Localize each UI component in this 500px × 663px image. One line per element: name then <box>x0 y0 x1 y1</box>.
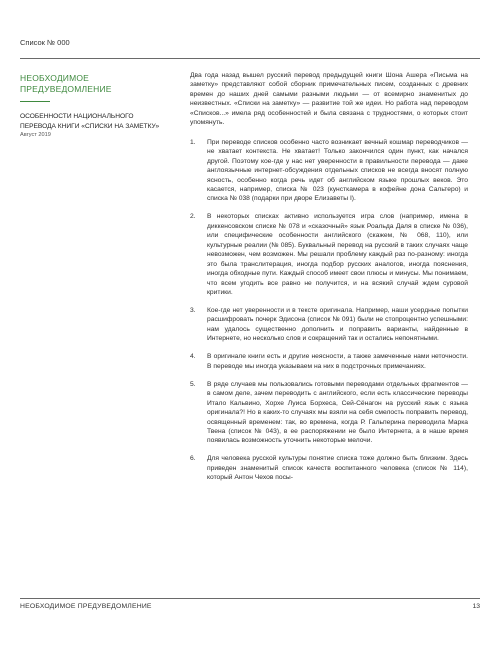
list-item <box>190 380 468 446</box>
main-text-column <box>190 71 468 491</box>
list-item-number: 5. <box>190 380 196 388</box>
subtitle-text: ОСОБЕННОСТИ НАЦИОНАЛЬНОГО ПЕРЕВОДА КНИГИ «СПИСКИ НА ЗАМЕТКУ» <box>20 113 160 130</box>
subtitle-date: Август 2019 <box>20 132 51 139</box>
list-item <box>190 454 468 482</box>
list-item <box>190 212 468 297</box>
list-item <box>190 352 468 371</box>
list-item-number: 3. <box>190 306 196 314</box>
section-subtitle <box>20 112 170 141</box>
list-item-text: В некоторых списках активно используется игра слов (например, имена в диккенсовском списке № 078 и «сказочный» язык Роальда Даля в списке № 036), или специфические особенности английского (скажем, № 068, 110), или культурные реалии (№ 085). Буквальный перевод на русский в таких случаях чаще невозможен, чем возможен. Мы решали проблему каждый раз по-разному: иногда это была транслитерация, иногда подбор русских аналогов, иногда пояснения, иногда обходные пути. Каждый способ имеет свои плюсы и минусы. Мы понимаем, что всем угодить все равно не получится, и на всякий случай ждем суровой критики. <box>207 213 468 297</box>
list-item-number: 6. <box>190 455 196 463</box>
header-divider <box>20 58 480 59</box>
page-number: 13 <box>472 603 480 610</box>
list-item-text: Для человека русской культуры понятие списка тоже должно быть близким. Здесь приведен знаменитый список качеств воспитанного человека (список № 114), который Антон Чехов посы- <box>207 455 468 482</box>
list-item-number: 1. <box>190 138 196 146</box>
list-item <box>190 138 468 204</box>
list-item-number: 2. <box>190 213 196 221</box>
list-item-number: 4. <box>190 353 196 361</box>
list-number-label: Список № 000 <box>20 38 70 47</box>
title-accent-rule <box>20 101 50 102</box>
section-title: НЕОБХОДИМОЕ ПРЕДУВЕДОМЛЕНИЕ <box>20 73 112 94</box>
list-item-text: При переводе списков особенно часто возникает вечный кошмар переводчиков — не хватает контекста. Не хватает! Только закончился один пункт, как начался другой. Поэтому кое-где у нас нет уверенности в правильности перевода — даже англоязычные интернет-обсуждения отдельных списков не всегда вносят полную ясность, особенно когда речь идет об английском языке прошлых веков. Это касается, например, списка № 023 (кунсткамера в кофейне дона Сальтеро) и списка № 038 (подарки при дворе Елизаветы I). <box>207 138 468 203</box>
intro-paragraph: Два года назад вышел русский перевод предыдущей книги Шона Ашера «Письма на заметку» представляют собой сборник примечательных писем, созданных с древних времен до наших дней самыми разными людьми — от всемирно знаменитых до неизвестных. «Списки на заметку» — развитие той же идеи. Но работа над переводом «Списков...» имела ряд особенностей и была связана с трудностями, о которых стоит упомянуть. <box>190 72 468 127</box>
list-item <box>190 306 468 344</box>
list-item-text: В оригинале книги есть и другие неясности, а также замеченные нами неточности. В переводе мы иногда указываем на них в подстрочных примечаниях. <box>207 353 468 370</box>
running-footer-title: НЕОБХОДИМОЕ ПРЕДУВЕДОМЛЕНИЕ <box>20 603 152 610</box>
list-item-text: В ряде случаев мы пользовались готовыми переводами отдельных фрагментов — в самом деле, зачем переводить с английского, если есть классические переводы Итало Кальвино, Хорхе Луиса Борхеса, Сей-Сёнагон на русский язык с языка оригинала?! Но в каких-то случаях мы взяли на себя смелость поправить перевод, освященный временем: так, во времена, когда Р. Гальперина переводила Марка Твена (список № 043), в ее распоряжении не было Интернета, а в наше время появилась возможность уточнить некоторые мелочи. <box>207 380 468 445</box>
footer-divider <box>20 598 480 599</box>
list-item-text: Кое-где нет уверенности и в тексте оригинала. Например, наши усердные попытки расшифровать почерк Эдисона (список № 091) были не стопроцентно успешными: нам удалось существенно дополнить и поправить варианты, найденные в Интернете, но несколько слов и сокращений так и остались непонятными. <box>207 306 468 343</box>
